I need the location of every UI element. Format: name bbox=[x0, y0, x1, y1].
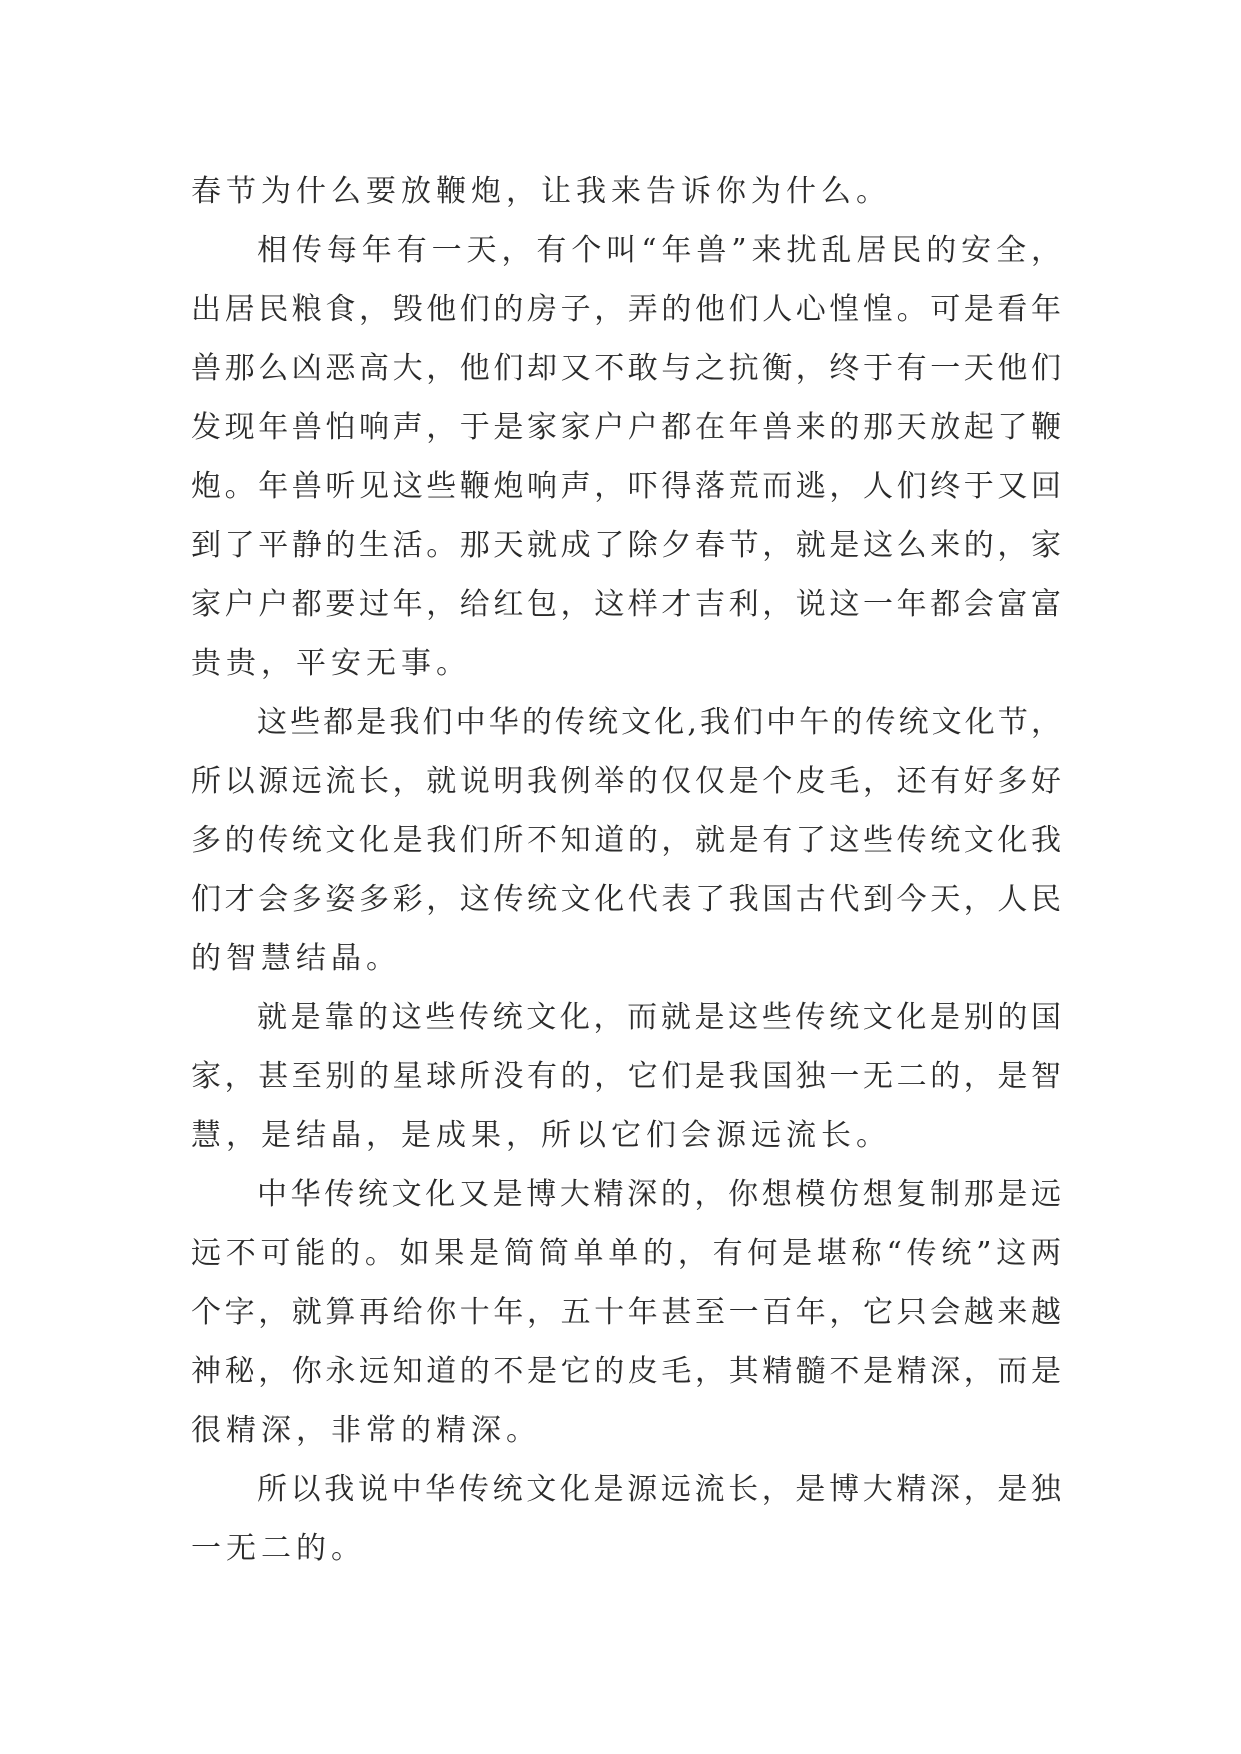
text-line-18: 中华传统文化又是博大精深的，你想模仿想复制那是远 bbox=[257, 1177, 1061, 1212]
text-line-3: 出居民粮食，毁他们的房子，弄的他们人心惶惶。可是看年 bbox=[191, 292, 1061, 327]
text-line-17: 慧，是结晶，是成果，所以它们会源远流长。 bbox=[191, 1118, 891, 1153]
text-line-14: 的智慧结晶。 bbox=[191, 941, 401, 976]
text-line-1: 春节为什么要放鞭炮，让我来告诉你为什么。 bbox=[191, 174, 891, 209]
text-line-24: 一无二的。 bbox=[191, 1531, 366, 1566]
text-line-23: 所以我说中华传统文化是源远流长，是博大精深，是独 bbox=[257, 1472, 1061, 1507]
text-line-22: 很精深，非常的精深。 bbox=[191, 1413, 541, 1448]
text-line-16: 家，甚至别的星球所没有的，它们是我国独一无二的，是智 bbox=[191, 1059, 1061, 1094]
text-line-19: 远不可能的。如果是简简单单的，有何是堪称“传统”这两 bbox=[191, 1236, 1061, 1271]
text-line-11: 所以源远流长，就说明我例举的仅仅是个皮毛，还有好多好 bbox=[191, 764, 1061, 799]
text-line-15: 就是靠的这些传统文化，而就是这些传统文化是别的国 bbox=[257, 1000, 1061, 1035]
text-line-7: 到了平静的生活。那天就成了除夕春节，就是这么来的，家 bbox=[191, 528, 1061, 563]
text-line-13: 们才会多姿多彩，这传统文化代表了我国古代到今天，人民 bbox=[191, 882, 1061, 917]
document-body bbox=[191, 162, 1061, 1578]
text-line-12: 多的传统文化是我们所不知道的，就是有了这些传统文化我 bbox=[191, 823, 1061, 858]
text-line-8: 家户户都要过年，给红包，这样才吉利，说这一年都会富富 bbox=[191, 587, 1061, 622]
text-line-4: 兽那么凶恶高大，他们却又不敢与之抗衡，终于有一天他们 bbox=[191, 351, 1061, 386]
text-line-20: 个字，就算再给你十年，五十年甚至一百年，它只会越来越 bbox=[191, 1295, 1061, 1330]
text-line-10: 这些都是我们中华的传统文化,我们中午的传统文化节， bbox=[257, 705, 1061, 740]
text-line-6: 炮。年兽听见这些鞭炮响声，吓得落荒而逃，人们终于又回 bbox=[191, 469, 1061, 504]
text-line-2: 相传每年有一天，有个叫“年兽”来扰乱居民的安全， bbox=[257, 233, 1061, 268]
text-line-5: 发现年兽怕响声，于是家家户户都在年兽来的那天放起了鞭 bbox=[191, 410, 1061, 445]
text-line-9: 贵贵，平安无事。 bbox=[191, 646, 471, 681]
text-line-21: 神秘，你永远知道的不是它的皮毛，其精髓不是精深，而是 bbox=[191, 1354, 1061, 1389]
